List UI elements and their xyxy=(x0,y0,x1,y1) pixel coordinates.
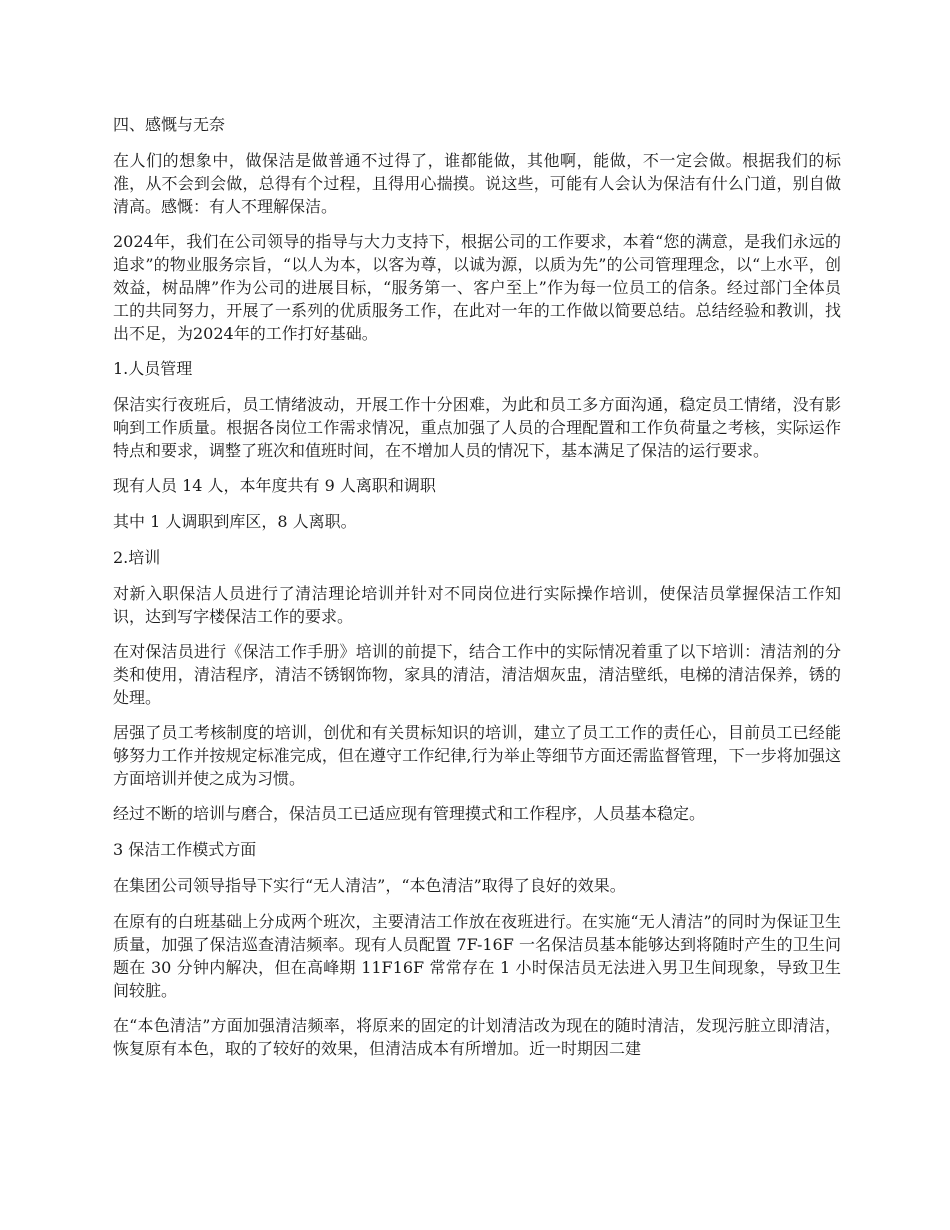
paragraph-unmanned-cleaning: 在集团公司领导指导下实行“无人清洁”，“本色清洁”取得了良好的效果。 xyxy=(113,876,626,895)
section-heading-staff-management: 1.人员管理 xyxy=(113,359,193,378)
paragraph-new-staff-training: 对新入职保洁人员进行了清洁理论培训并针对不同岗位进行实际操作培训，使保洁员掌握保洁工作知识，达到写字楼保洁工作的要求。 xyxy=(113,584,841,626)
paragraph-staff-stable: 经过不断的培训与磨合，保洁员工已适应现有管理摸式和工作程序，人员基本稳定。 xyxy=(113,804,706,823)
paragraph-assessment-training: 居强了员工考核制度的培训，创优和有关贯标知识的培训，建立了员工工作的责任心，目前员工已经能够努力工作并按规定标准完成，但在遵守工作纪律,行为举止等细节方面还需监督管理，下一步将加强这方面培训并使之成为习惯。 xyxy=(113,723,841,788)
paragraph-staff-transfer: 其中 1 人调职到库区，8 人离职。 xyxy=(113,512,357,531)
paragraph-staff-count: 现有人员 14 人，本年度共有 9 人离职和调职 xyxy=(113,476,436,495)
paragraph-night-shift: 保洁实行夜班后，员工情绪波动，开展工作十分困难，为此和员工多方面沟通，稳定员工情绪，没有影响到工作质量。根据各岗位工作需求情况，重点加强了人员的合理配置和工作负荷量之考核，实际运作特点和要求，调整了班次和值班时间，在不增加人员的情况下，基本满足了保洁的运行要求。 xyxy=(113,395,841,460)
paragraph-shift-split: 在原有的白班基础上分成两个班次，主要清洁工作放在夜班进行。在实施“无人清洁”的同时为保证卫生质量，加强了保洁巡查清洁频率。现有人员配置 7F-16F 一名保洁员基本能够达到将随时产生的卫生问题在 30 分钟内解决，但在高峰期 11F16F 常常存在 1 小时保洁员无法进入男卫生间现象，导致卫生间较脏。 xyxy=(113,912,841,1000)
section-heading-work-mode: 3 保洁工作模式方面 xyxy=(113,840,257,859)
section-heading-training: 2.培训 xyxy=(113,548,161,567)
paragraph-annual-summary: 2024年，我们在公司领导的指导与大力支持下，根据公司的工作要求，本着“您的满意，是我们永远的追求”的物业服务宗旨，“以人为本，以客为尊，以诚为源，以质为先”的公司管理理念，以“上水平，创效益，树品牌”作为公司的进展目标，“服务第一、客户至上”作为每一位员工的信条。经过部门全体员工的共同努力，开展了一系列的优质服务工作，在此对一年的工作做以简要总结。总结经验和教训，找出不足，为2024年的工作打好基础。 xyxy=(113,232,841,343)
section-heading-4: 四、感慨与无奈 xyxy=(113,115,226,134)
paragraph-manual-training: 在对保洁员进行《保洁工作手册》培训的前提下，结合工作中的实际情况着重了以下培训：清洁剂的分类和使用，清洁程序，清洁不锈钢饰物，家具的清洁，清洁烟灰盅，清洁壁纸，电梯的清洁保养，锈的处理。 xyxy=(113,642,841,707)
paragraph-natural-color-cleaning: 在“本色清洁”方面加强清洁频率，将原来的固定的计划清洁改为现在的随时清洁，发现污脏立即清洁，恢复原有本色，取的了较好的效果，但清洁成本有所增加。近一时期因二建 xyxy=(113,1016,841,1058)
document-page xyxy=(113,113,841,1072)
paragraph-imagination: 在人们的想象中，做保洁是做普通不过得了，谁都能做，其他啊，能做，不一定会做。根据我们的标准，从不会到会做，总得有个过程，且得用心揣摸。说这些，可能有人会认为保洁有什么门道，别自做清高。感慨：有人不理解保洁。 xyxy=(113,151,841,216)
